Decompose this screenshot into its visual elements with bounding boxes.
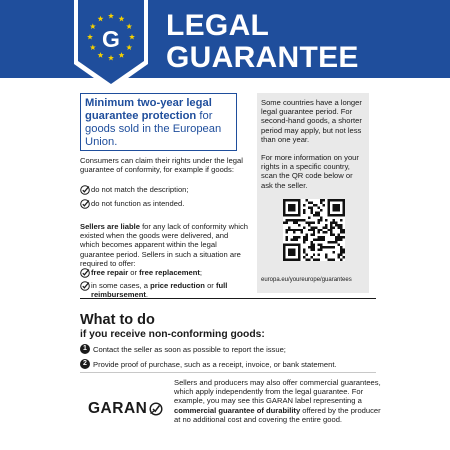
- sidebar-info-text: For more information on your rights in a specific country, scan the QR code below or ask the seller.: [261, 153, 359, 190]
- highlight-box: Minimum two-year legal guarantee protection for goods sold in the European Union.: [80, 93, 237, 151]
- section-divider: [80, 372, 376, 373]
- seller-liability-text: Sellers are liable for any lack of conformity which existed when the goods were delivered, and which becomes apparent within the legal guarantee period. Sellers in such a situation are required to offer:: [80, 222, 248, 268]
- guarantee-link[interactable]: europa.eu/youreurope/guarantees: [261, 277, 352, 283]
- what-to-do-subtitle: if you receive non-conforming goods:: [80, 329, 265, 340]
- eu-shield-icon: [74, 0, 148, 90]
- svg-text:G: G: [102, 26, 120, 52]
- info-sidebar: [257, 93, 369, 293]
- check-icon: [80, 185, 90, 195]
- check-icon: [80, 199, 90, 209]
- garan-logo-icon: [149, 402, 163, 416]
- sidebar-period-text: Some countries have a longer legal guarantee period. For second-hand goods, a shorter period may apply, but not less than one year.: [261, 98, 362, 144]
- step-number-icon: 1: [80, 344, 90, 354]
- header-banner: [0, 0, 450, 78]
- section-divider: [80, 298, 376, 299]
- garan-label: GARAN: [88, 400, 148, 417]
- check-icon: [80, 281, 90, 291]
- qr-code[interactable]: [283, 199, 345, 261]
- page-title: LEGAL GUARANTEE: [166, 9, 359, 74]
- step-number-icon: 2: [80, 359, 90, 369]
- check-icon: [80, 268, 90, 278]
- intro-text: Consumers can claim their rights under the legal guarantee of conformity, for example if goods:: [80, 156, 243, 175]
- commercial-guarantee-text: Sellers and producers may also offer commercial guarantees, which apply independently from the legal guarantee. For example, you may see this GARAN label representing a commercial guarantee of durability offered by the producer at no additional cost and covering the entire good.: [174, 378, 381, 424]
- what-to-do-title: What to do: [80, 312, 155, 328]
